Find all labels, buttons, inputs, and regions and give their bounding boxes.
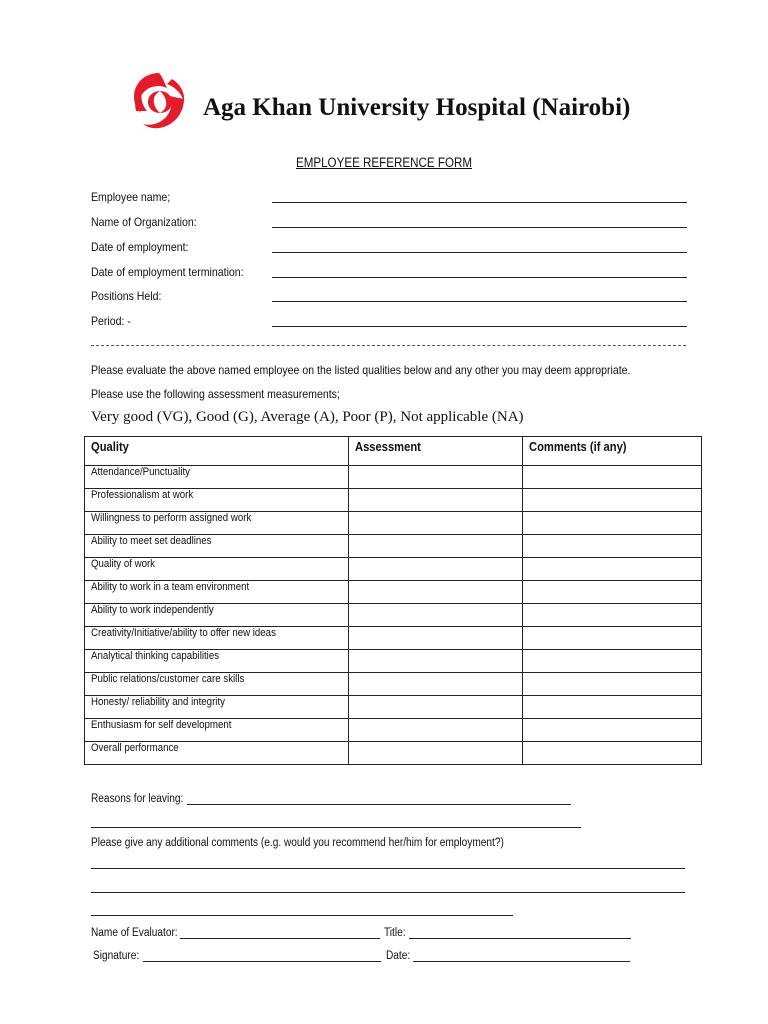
comments-cell[interactable] bbox=[523, 673, 702, 696]
table-row bbox=[85, 604, 702, 627]
assessment-cell[interactable] bbox=[349, 696, 523, 719]
field-label: Period: - bbox=[91, 314, 131, 328]
field-line[interactable] bbox=[272, 202, 687, 203]
assessment-cell[interactable] bbox=[349, 742, 523, 765]
dashed-divider bbox=[91, 345, 686, 346]
field-employee-name[interactable] bbox=[91, 190, 691, 210]
field-positions-held[interactable] bbox=[91, 289, 691, 309]
quality-cell: Attendance/Punctuality bbox=[85, 466, 349, 489]
table-row bbox=[85, 535, 702, 558]
table-row bbox=[85, 742, 702, 765]
field-line[interactable] bbox=[272, 301, 687, 302]
header-quality: Quality bbox=[85, 437, 349, 466]
quality-cell: Professionalism at work bbox=[85, 489, 349, 512]
comments-line-1[interactable] bbox=[91, 868, 685, 869]
table-row bbox=[85, 466, 702, 489]
comments-cell[interactable] bbox=[523, 535, 702, 558]
comments-line-3[interactable] bbox=[91, 915, 513, 916]
table-row bbox=[85, 512, 702, 535]
table-row bbox=[85, 558, 702, 581]
comments-cell[interactable] bbox=[523, 719, 702, 742]
date-label: Date: bbox=[386, 950, 411, 962]
table-row bbox=[85, 719, 702, 742]
header-comments: Comments (if any) bbox=[523, 437, 702, 466]
comments-cell[interactable] bbox=[523, 604, 702, 627]
hospital-name: Aga Khan University Hospital (Nairobi) bbox=[203, 94, 631, 121]
quality-cell: Enthusiasm for self development bbox=[85, 719, 349, 742]
assessment-cell[interactable] bbox=[349, 673, 523, 696]
table-header-row bbox=[85, 437, 702, 466]
table-row bbox=[85, 696, 702, 719]
assessment-cell[interactable] bbox=[349, 650, 523, 673]
assessment-cell[interactable] bbox=[349, 535, 523, 558]
table-row bbox=[85, 489, 702, 512]
aga-khan-logo-icon bbox=[131, 71, 187, 131]
comments-line-2[interactable] bbox=[91, 892, 685, 893]
comments-cell[interactable] bbox=[523, 627, 702, 650]
quality-cell: Quality of work bbox=[85, 558, 349, 581]
assessment-cell[interactable] bbox=[349, 489, 523, 512]
field-label: Date of employment: bbox=[91, 240, 189, 254]
comments-cell[interactable] bbox=[523, 512, 702, 535]
comments-cell[interactable] bbox=[523, 466, 702, 489]
quality-cell: Overall performance bbox=[85, 742, 349, 765]
field-line[interactable] bbox=[272, 326, 687, 327]
table-row bbox=[85, 581, 702, 604]
assessment-cell[interactable] bbox=[349, 627, 523, 650]
comments-cell[interactable] bbox=[523, 558, 702, 581]
comments-cell[interactable] bbox=[523, 581, 702, 604]
quality-cell: Ability to work in a team environment bbox=[85, 581, 349, 604]
table-row bbox=[85, 627, 702, 650]
quality-cell: Analytical thinking capabilities bbox=[85, 650, 349, 673]
quality-assessment-table bbox=[84, 436, 702, 765]
comments-cell[interactable] bbox=[523, 742, 702, 765]
assessment-scale: Very good (VG), Good (G), Average (A), Poor (P), Not applicable (NA) bbox=[91, 409, 524, 425]
evaluator-name-label: Name of Evaluator: bbox=[91, 927, 178, 939]
assessment-cell[interactable] bbox=[349, 466, 523, 489]
quality-cell: Public relations/customer care skills bbox=[85, 673, 349, 696]
evaluator-title-line[interactable] bbox=[409, 938, 631, 939]
field-organization[interactable] bbox=[91, 215, 691, 235]
field-termination-date[interactable] bbox=[91, 265, 691, 285]
reasons-for-leaving-label: Reasons for leaving: bbox=[91, 793, 184, 805]
instruction-line-1: Please evaluate the above named employee on the listed qualities below and any other you may deem appropriate. bbox=[91, 363, 631, 377]
field-period[interactable] bbox=[91, 314, 691, 334]
header-assessment: Assessment bbox=[349, 437, 523, 466]
comments-prompt: Please give any additional comments (e.g. would you recommend her/him for employment?) bbox=[91, 837, 504, 849]
field-label: Date of employment termination: bbox=[91, 265, 244, 279]
quality-cell: Creativity/Initiative/ability to offer new ideas bbox=[85, 627, 349, 650]
quality-cell: Honesty/ reliability and integrity bbox=[85, 696, 349, 719]
comments-cell[interactable] bbox=[523, 696, 702, 719]
date-line[interactable] bbox=[413, 961, 630, 962]
comments-cell[interactable] bbox=[523, 650, 702, 673]
signature-line[interactable] bbox=[143, 961, 381, 962]
evaluator-title-label: Title: bbox=[384, 927, 406, 939]
assessment-cell[interactable] bbox=[349, 512, 523, 535]
quality-cell: Ability to work independently bbox=[85, 604, 349, 627]
evaluator-name-line[interactable] bbox=[180, 938, 380, 939]
assessment-cell[interactable] bbox=[349, 719, 523, 742]
field-employment-date[interactable] bbox=[91, 240, 691, 260]
table-row bbox=[85, 650, 702, 673]
field-line[interactable] bbox=[272, 252, 687, 253]
assessment-cell[interactable] bbox=[349, 558, 523, 581]
assessment-cell[interactable] bbox=[349, 604, 523, 627]
signature-label: Signature: bbox=[93, 950, 140, 962]
quality-cell: Willingness to perform assigned work bbox=[85, 512, 349, 535]
field-label: Name of Organization: bbox=[91, 215, 197, 229]
form-title: EMPLOYEE REFERENCE FORM bbox=[295, 155, 473, 170]
table-row bbox=[85, 673, 702, 696]
comments-cell[interactable] bbox=[523, 489, 702, 512]
field-line[interactable] bbox=[272, 227, 687, 228]
reasons-line[interactable] bbox=[187, 804, 571, 805]
instruction-line-2: Please use the following assessment measurements; bbox=[91, 387, 340, 401]
quality-cell: Ability to meet set deadlines bbox=[85, 535, 349, 558]
assessment-cell[interactable] bbox=[349, 581, 523, 604]
field-label: Employee name; bbox=[91, 190, 171, 204]
reasons-line-2[interactable] bbox=[91, 827, 581, 828]
field-label: Positions Held: bbox=[91, 289, 162, 303]
field-line[interactable] bbox=[272, 277, 687, 278]
